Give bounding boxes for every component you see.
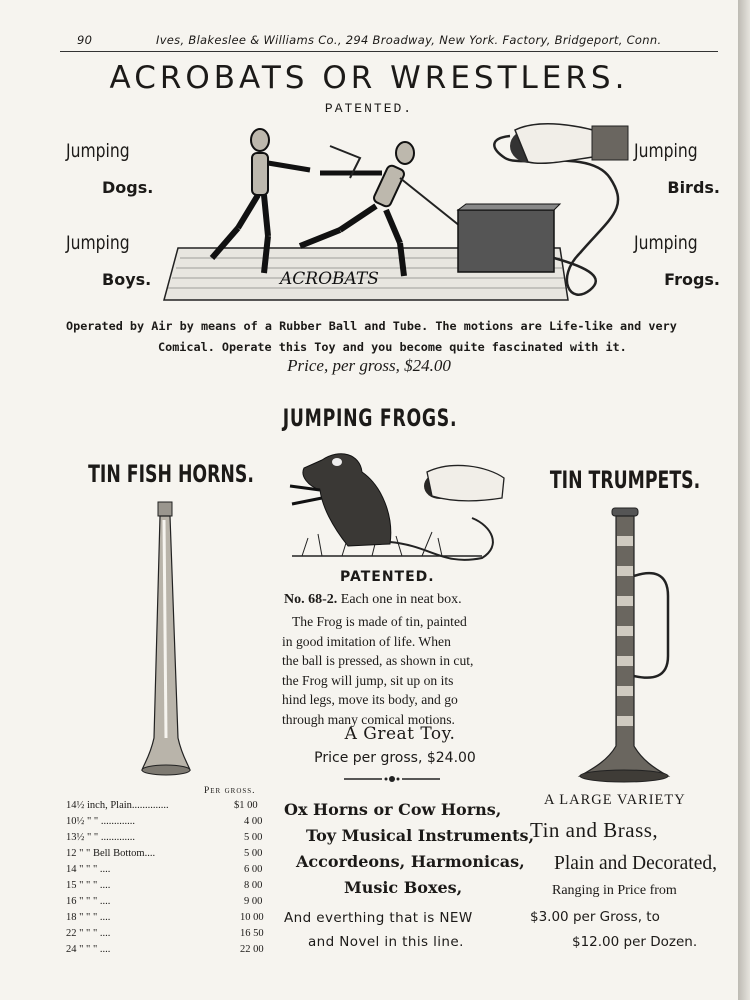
frogs-number-line bbox=[284, 592, 462, 608]
table-price: 9 00 bbox=[244, 896, 263, 907]
table-row: 15 " " " .... bbox=[66, 880, 111, 891]
frogs-desc-line: the ball is pressed, as shown in cut, bbox=[282, 653, 474, 668]
table-price: 22 00 bbox=[240, 944, 264, 955]
hand bbox=[515, 124, 600, 164]
frogs-price: Price per gross, $24.00 bbox=[314, 750, 476, 766]
frogs-desc-line: through many comical motions. bbox=[282, 711, 455, 727]
table-row: 14 " " " .... bbox=[66, 864, 111, 875]
frog-illustration bbox=[282, 446, 512, 566]
page-edge bbox=[738, 0, 750, 1000]
table-price: 16 50 bbox=[240, 928, 264, 939]
right-label-2-top: Jumping bbox=[634, 232, 698, 254]
page-number: 90 bbox=[77, 33, 93, 47]
footer-line-1: And everthing that is NEW bbox=[284, 910, 473, 926]
frogs-number: No. 68-2. bbox=[284, 592, 338, 607]
ornament-divider bbox=[342, 774, 442, 784]
table-price: 6 00 bbox=[244, 864, 263, 875]
table-row: 18 " " " .... bbox=[66, 912, 111, 923]
table-row: 13½ " " ............. bbox=[66, 832, 135, 843]
frogs-patented: PATENTED. bbox=[340, 569, 435, 585]
table-row: 10½ " " ............. bbox=[66, 816, 135, 827]
acrobats-description-line-2: Comical. Operate this Toy and you become quite fascinated with it. bbox=[158, 340, 627, 354]
acrobats-price: Price, per gross, $24.00 bbox=[287, 356, 451, 375]
trumpets-range-low: $3.00 per Gross, to bbox=[530, 909, 660, 925]
trumpets-material: Tin and Brass, bbox=[530, 818, 659, 842]
table-row: 24 " " " .... bbox=[66, 944, 111, 955]
header-rule bbox=[60, 51, 718, 52]
left-label-2-bottom: Boys. bbox=[102, 270, 152, 289]
trumpets-finish: Plain and Decorated, bbox=[554, 853, 717, 874]
frogs-desc-line: in good imitation of life. When bbox=[282, 633, 451, 649]
frogs-desc-line: hind legs, move its body, and go bbox=[282, 692, 458, 707]
acrobats-illustration bbox=[160, 118, 630, 308]
table-price: 4 00 bbox=[244, 816, 263, 827]
frogs-number-text: Each one in neat box. bbox=[340, 592, 462, 607]
right-label-1-bottom: Birds. bbox=[667, 178, 720, 197]
footer-line-2: and Novel in this line. bbox=[308, 934, 464, 950]
table-price: 5 00 bbox=[244, 848, 263, 859]
frog-hand bbox=[427, 465, 504, 500]
frogs-desc-line: the Frog will jump, sit up on its bbox=[282, 672, 454, 688]
left-label-1-top: Jumping bbox=[66, 140, 130, 162]
left-label-1-bottom: Dogs. bbox=[102, 178, 154, 197]
other-item-line: Toy Musical Instruments, bbox=[306, 826, 535, 845]
trumpets-title: TIN TRUMPETS. bbox=[549, 466, 701, 494]
frogs-description bbox=[282, 612, 512, 729]
table-price: 8 00 bbox=[244, 880, 263, 891]
acrobats-title: ACROBATS OR WRESTLERS. bbox=[109, 60, 629, 96]
right-label-1-top: Jumping bbox=[634, 140, 698, 162]
fish-horns-title: TIN FISH HORNS. bbox=[88, 460, 254, 488]
trumpets-range-label: Ranging in Price from bbox=[552, 883, 677, 898]
trumpets-range-high: $12.00 per Dozen. bbox=[572, 934, 698, 950]
air-box bbox=[458, 210, 554, 272]
table-price: $1 00 bbox=[234, 800, 258, 811]
table-row: 16 " " " .... bbox=[66, 896, 111, 907]
right-label-2-bottom: Frogs. bbox=[664, 270, 720, 289]
table-row: 14½ inch, Plain.............. bbox=[66, 800, 169, 811]
table-row: 12 " " Bell Bottom.... bbox=[66, 848, 156, 859]
cuff bbox=[592, 126, 628, 160]
fish-horn-illustration bbox=[136, 498, 196, 780]
table-price: 5 00 bbox=[244, 832, 263, 843]
frogs-tagline: A Great Toy. bbox=[344, 724, 456, 744]
other-item-line: Ox Horns or Cow Horns, bbox=[284, 800, 502, 819]
price-column-header: Per gross. bbox=[204, 786, 256, 796]
frogs-desc-line: The Frog is made of tin, painted bbox=[292, 614, 467, 629]
left-label-2-top: Jumping bbox=[66, 232, 130, 254]
acrobats-description-line-1: Operated by Air by means of a Rubber Ball and Tube. The motions are Life-like and very bbox=[66, 319, 677, 333]
acrobats-base-label: ACROBATS bbox=[280, 269, 379, 289]
table-row: 22 " " " .... bbox=[66, 928, 111, 939]
table-price: 10 00 bbox=[240, 912, 264, 923]
trumpet-handle bbox=[634, 573, 668, 678]
other-item-line: Accordeons, Harmonicas, bbox=[296, 852, 525, 871]
acrobats-patented: PATENTED. bbox=[324, 101, 414, 116]
fish-horns-price-table bbox=[66, 786, 276, 956]
acrobats-description bbox=[66, 316, 722, 358]
trumpets-variety: A LARGE VARIETY bbox=[544, 792, 686, 808]
other-item-line: Music Boxes, bbox=[344, 878, 463, 897]
frogs-title: JUMPING FROGS. bbox=[282, 404, 458, 432]
running-head: Ives, Blakeslee & Williams Co., 294 Broadway, New York. Factory, Bridgeport, Conn. bbox=[156, 33, 662, 47]
trumpet-illustration bbox=[572, 506, 682, 786]
